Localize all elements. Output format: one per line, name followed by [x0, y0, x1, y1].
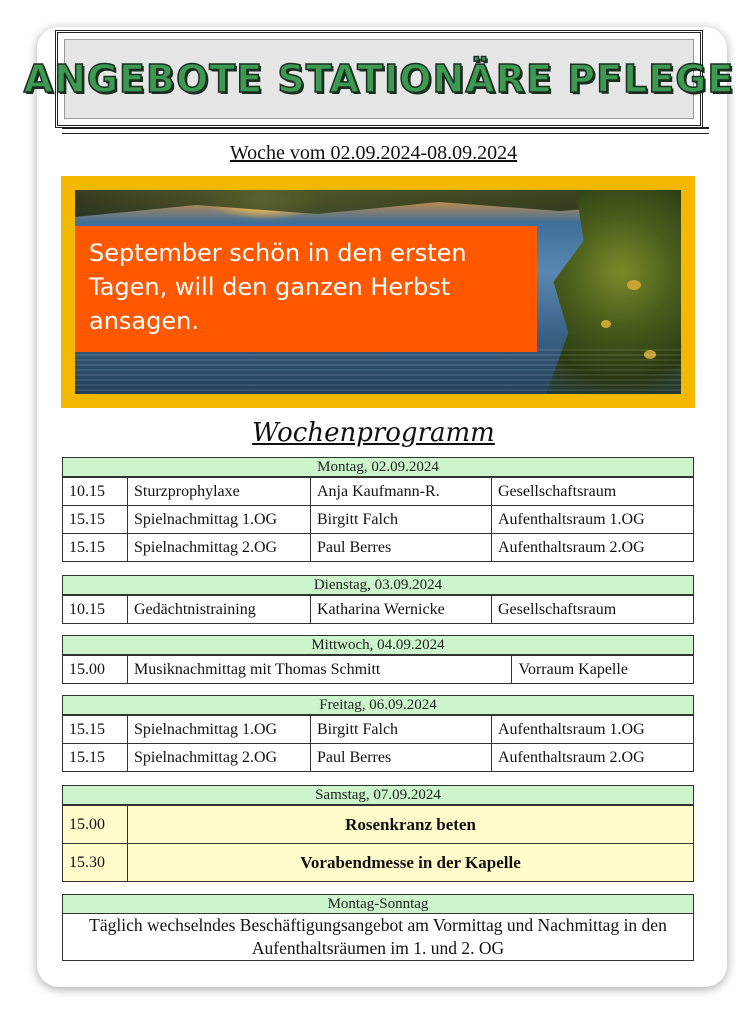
time-cell: 10.15 — [63, 596, 128, 624]
host-cell: Anja Kaufmann-R. — [311, 478, 492, 506]
table-row — [63, 656, 694, 684]
location-cell: Gesellschaftsraum — [492, 596, 694, 624]
banner — [61, 176, 695, 408]
water-ripples — [75, 349, 681, 394]
table-row — [63, 716, 694, 744]
schedule-table — [62, 477, 694, 562]
title-panel — [23, 39, 735, 119]
activity-cell: Spielnachmittag 1.OG — [128, 716, 311, 744]
time-cell: 15.30 — [63, 844, 128, 882]
day-header: Montag-Sonntag — [62, 894, 694, 914]
schedule-table — [62, 595, 694, 624]
schedule-table — [62, 715, 694, 772]
leaf-decoration — [601, 320, 611, 328]
title-frame — [23, 30, 735, 128]
activity-cell: Sturzprophylaxe — [128, 478, 311, 506]
day-header: Freitag, 06.09.2024 — [62, 695, 694, 715]
time-cell: 15.15 — [63, 744, 128, 772]
table-row — [63, 478, 694, 506]
day-header: Mittwoch, 04.09.2024 — [62, 635, 694, 655]
activity-cell: Vorabendmesse in der Kapelle — [128, 844, 694, 882]
host-cell: Paul Berres — [311, 534, 492, 562]
activity-cell: Spielnachmittag 2.OG — [128, 534, 311, 562]
day-block-freitag — [62, 695, 694, 772]
day-header: Montag, 02.09.2024 — [62, 457, 694, 477]
day-block-samstag — [62, 785, 694, 882]
week-range: Woche vom 02.09.2024-08.09.2024 — [229, 142, 518, 164]
day-header: Dienstag, 03.09.2024 — [62, 575, 694, 595]
host-cell: Katharina Wernicke — [311, 596, 492, 624]
table-row — [63, 534, 694, 562]
activity-cell: Musiknachmittag mit Thomas Schmitt — [128, 656, 512, 684]
location-cell: Aufenthaltsraum 1.OG — [492, 716, 694, 744]
day-block-montag — [62, 457, 694, 562]
time-cell: 15.15 — [63, 506, 128, 534]
activity-cell: Rosenkranz beten — [128, 806, 694, 844]
location-cell: Aufenthaltsraum 2.OG — [492, 534, 694, 562]
time-cell: 15.00 — [63, 656, 128, 684]
host-cell: Birgitt Falch — [311, 506, 492, 534]
location-cell: Gesellschaftsraum — [492, 478, 694, 506]
daily-offer-text: Täglich wechselndes Beschäftigungsangebot am Vormittag und Nachmittag in den Aufenthaltsräumen im 1. und 2. OG — [62, 914, 694, 961]
location-cell: Aufenthaltsraum 2.OG — [492, 744, 694, 772]
time-cell: 15.15 — [63, 716, 128, 744]
program-title: Wochenprogramm — [252, 418, 495, 448]
location-cell: Aufenthaltsraum 1.OG — [492, 506, 694, 534]
location-cell: Vorraum Kapelle — [512, 656, 694, 684]
host-cell: Birgitt Falch — [311, 716, 492, 744]
activity-cell: Spielnachmittag 1.OG — [128, 506, 311, 534]
table-row — [63, 806, 694, 844]
day-header: Samstag, 07.09.2024 — [62, 785, 694, 805]
lake-sunset-image — [75, 190, 681, 394]
host-cell: Paul Berres — [311, 744, 492, 772]
time-cell: 10.15 — [63, 478, 128, 506]
page-title: ANGEBOTE STATIONÄRE PFLEGE — [23, 57, 735, 101]
time-cell: 15.00 — [63, 806, 128, 844]
leaf-decoration — [627, 280, 641, 290]
table-row — [63, 844, 694, 882]
day-block-dienstag — [62, 575, 694, 624]
day-block-mittwoch — [62, 635, 694, 684]
quote-text: September schön in den ersten Tagen, will den ganzen Herbst ansagen. — [89, 239, 467, 335]
quote-box — [75, 226, 537, 352]
table-row — [63, 744, 694, 772]
activity-cell: Spielnachmittag 2.OG — [128, 744, 311, 772]
activity-cell: Gedächtnistraining — [128, 596, 311, 624]
table-row — [63, 596, 694, 624]
time-cell: 15.15 — [63, 534, 128, 562]
table-row — [63, 506, 694, 534]
daily-block — [62, 894, 694, 961]
schedule-table — [62, 655, 694, 684]
schedule-table — [62, 805, 694, 882]
